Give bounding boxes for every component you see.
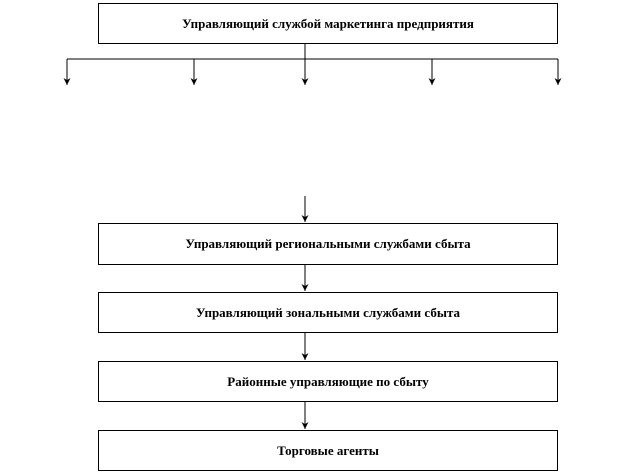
node-label: Управляющий региональными службами сбыта (185, 236, 471, 251)
node-sales-agents (98, 430, 558, 471)
node-marketing-manager (98, 3, 558, 44)
node-label: Управляющий службой маркетинга предприятия (182, 15, 474, 31)
node-district-sales-managers (98, 361, 558, 402)
node-label: Районные управляющие по сбыту (227, 373, 429, 389)
node-regional-sales-manager (98, 223, 558, 265)
node-zonal-sales-manager (98, 292, 558, 333)
node-label: Управляющий зональными службами сбыта (195, 304, 461, 320)
node-label: Торговые агенты (277, 442, 379, 458)
